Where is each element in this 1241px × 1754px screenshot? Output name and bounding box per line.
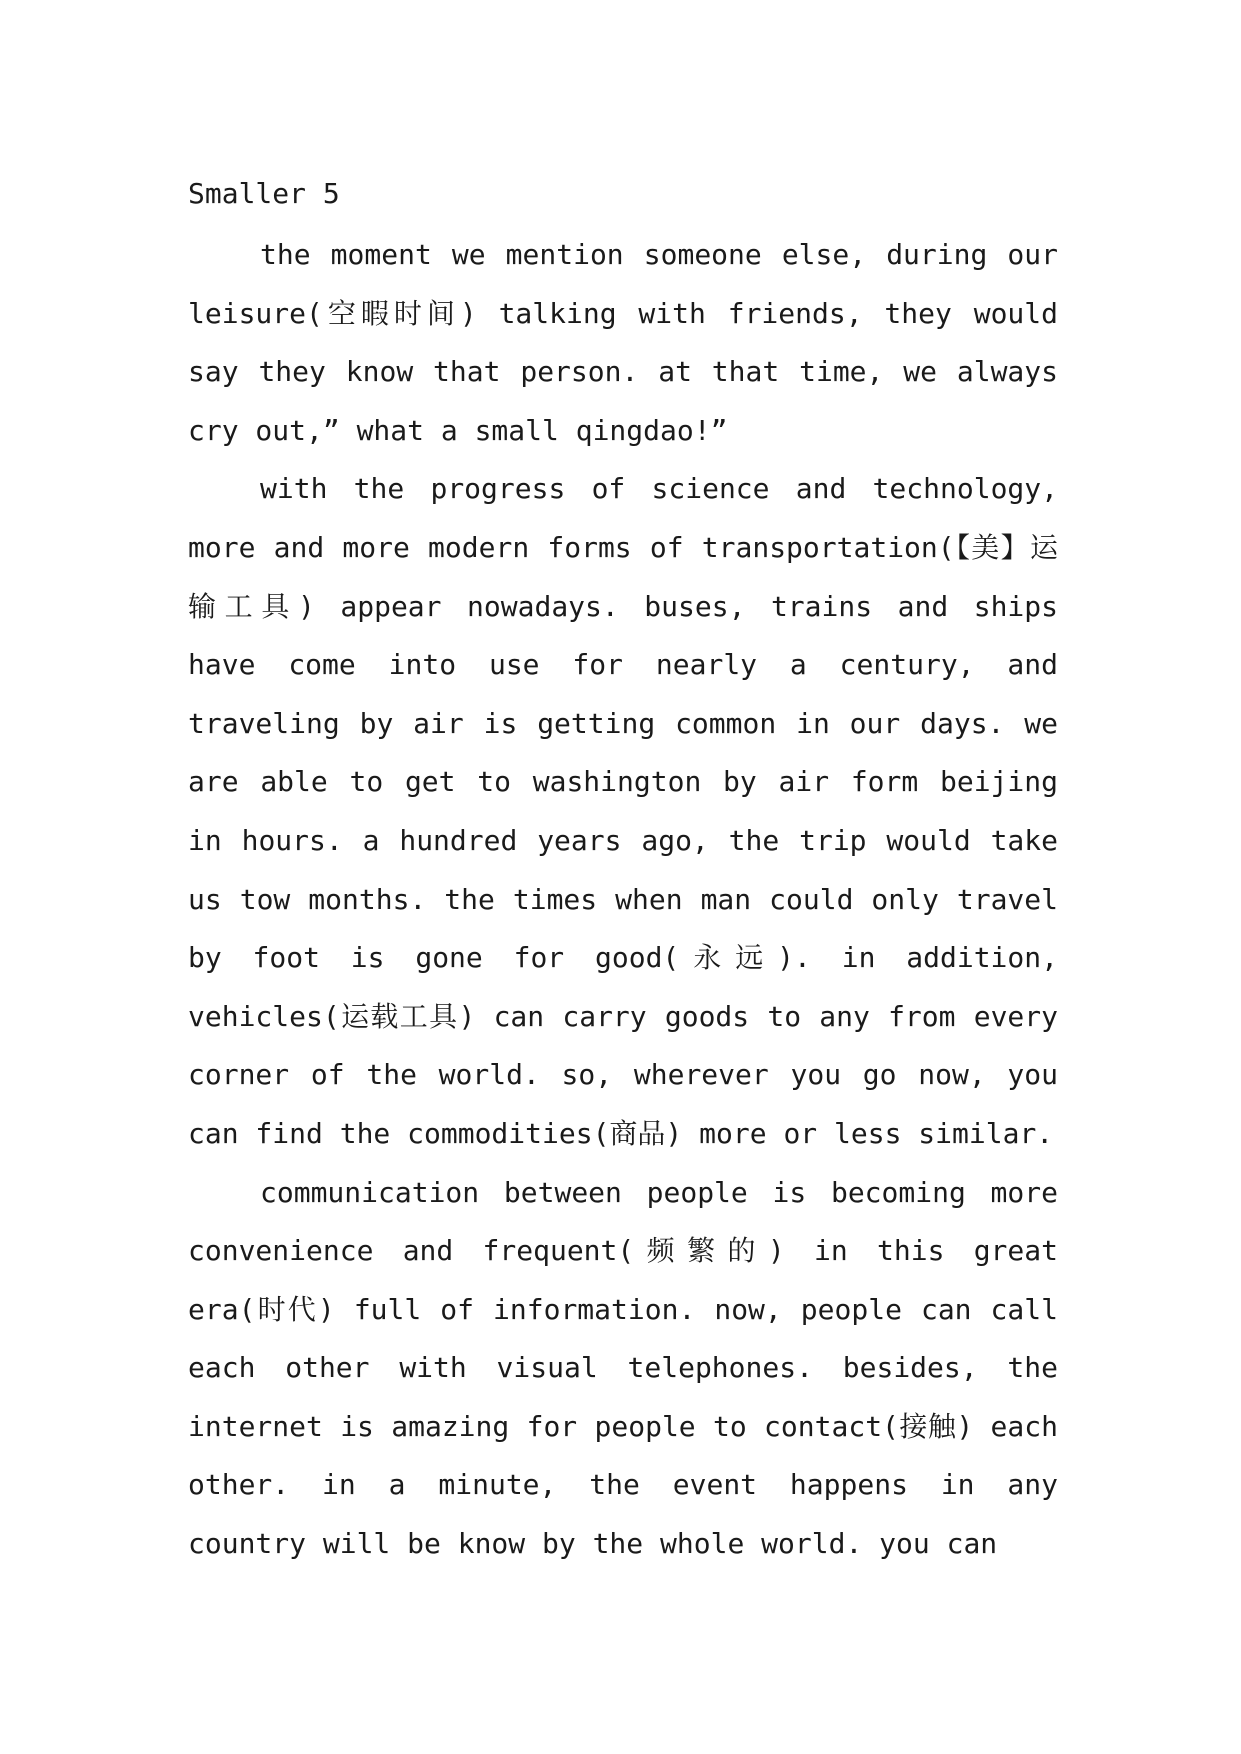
paragraph-transportation: with the progress of science and technology, more and more modern forms of transportation(【美】运输工具) appear nowadays. buses, trains and ships have come into use for nearly a century, and traveling by air is getting common in our days. we are able to get to washington by air form beijing in hours. a hundred years ago, the trip would take us tow months. the times when man could only travel by foot is gone for good(永远). in addition, vehicles(运载工具) can carry goods to any from every corner of the world. so, wherever you go now, you can find the commodities(商品) more or less similar. xyxy=(188,472,1058,1150)
paragraph-small-qingdao: the moment we mention someone else, during our leisure(空暇时间) talking with friends, they would say they know that person. at that time, we always cry out,” what a small qingdao!” xyxy=(188,238,1058,447)
section-heading: Smaller 5 xyxy=(188,177,340,210)
document-body xyxy=(188,162,1058,1574)
paragraph-communication: communication between people is becoming more convenience and frequent(频繁的) in this great era(时代) full of information. now, people can call each other with visual telephones. besides, the internet is amazing for people to contact(接触) each other. in a minute, the event happens in any country will be know by the whole world. you can xyxy=(188,1175,1058,1561)
